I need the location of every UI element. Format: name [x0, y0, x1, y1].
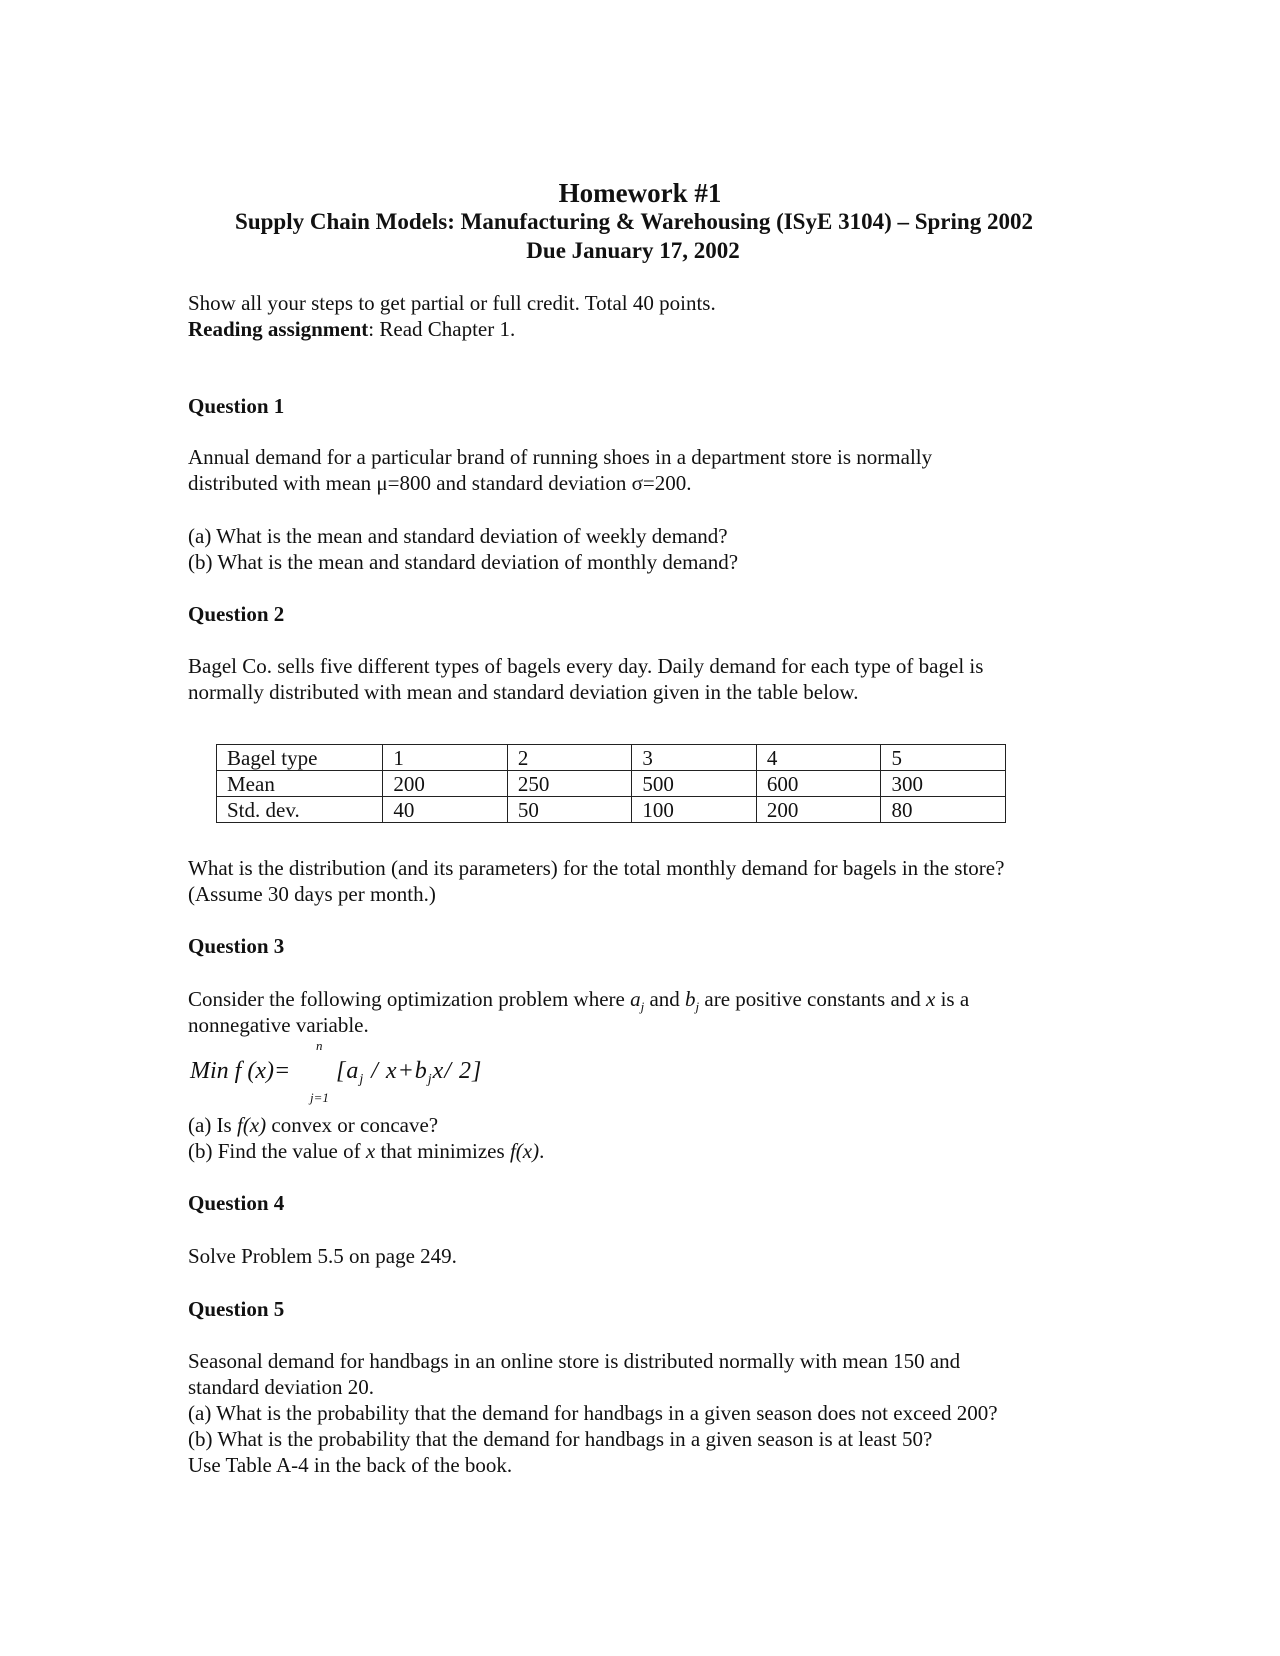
var-a: a: [630, 987, 641, 1011]
objective-formula: [188, 1038, 528, 1108]
page-title: Homework #1: [558, 178, 722, 208]
var-b: b: [685, 987, 696, 1011]
sum-lower-limit: j=1: [310, 1090, 329, 1105]
reading-assignment: [188, 316, 515, 342]
question-1-text-line-2: distributed with mean μ=800 and standard deviation σ=200.: [188, 471, 692, 495]
question-2-after-line-2: (Assume 30 days per month.): [188, 882, 436, 906]
question-4-text: Solve Problem 5.5 on page 249.: [188, 1244, 457, 1268]
sum-upper-limit: n: [316, 1038, 323, 1053]
table-cell: 50: [507, 797, 632, 823]
table-cell: 80: [881, 797, 1006, 823]
reading-label: Reading assignment: [188, 317, 369, 341]
bagel-demand-table: [216, 744, 1006, 823]
table-cell: 200: [756, 797, 881, 823]
table-row: [217, 745, 1006, 771]
table-cell: 600: [756, 771, 881, 797]
instructions-line: Show all your steps to get partial or full credit. Total 40 points.: [188, 291, 716, 315]
question-1-part-a: (a) What is the mean and standard deviation of weekly demand?: [188, 524, 728, 548]
table-cell: 200: [383, 771, 508, 797]
formula-rhs: [$a_j / x+b_jx/$ 2]: [336, 1058, 483, 1087]
question-1-text-line-1: Annual demand for a particular brand of running shoes in a department store is normally: [188, 445, 933, 469]
table-cell: 250: [507, 771, 632, 797]
question-3-part-b: (b) Find the value of x that minimizes f(x).: [188, 1139, 545, 1163]
question-2-after-line-1: What is the distribution (and its parameters) for the total monthly demand for bagels in the store?: [188, 856, 1005, 880]
question-1-heading: Question 1: [188, 394, 285, 418]
question-3-heading: Question 3: [188, 934, 285, 958]
question-2-heading: Question 2: [188, 602, 285, 626]
question-5-line-1: Seasonal demand for handbags in an online store is distributed normally with mean 150 and: [188, 1349, 961, 1373]
table-cell: 2: [507, 745, 632, 771]
question-2-text-line-1: Bagel Co. sells five different types of bagels every day. Daily demand for each type of bagel is: [188, 654, 984, 678]
due-date: Due January 17, 2002: [526, 238, 740, 263]
table-row: [217, 771, 1006, 797]
question-5-part-a: (a) What is the probability that the demand for handbags in a given season does not exceed 200?: [188, 1401, 998, 1425]
table-cell: 100: [632, 797, 757, 823]
question-2-text-line-2: normally distributed with mean and standard deviation given in the table below.: [188, 680, 859, 704]
question-5-line-2: standard deviation 20.: [188, 1375, 375, 1399]
table-cell: Bagel type: [217, 745, 383, 771]
question-5-heading: Question 5: [188, 1297, 285, 1321]
table-cell: Mean: [217, 771, 383, 797]
question-3-text-line-1: Consider the following optimization problem where $a_j$ and $b_j$ are positive constants and x is a: [188, 987, 970, 1015]
question-3-part-a: (a) Is f(x) convex or concave?: [188, 1113, 439, 1137]
course-title: Supply Chain Models: Manufacturing & Warehousing (ISyE 3104) – Spring 2002: [235, 209, 1033, 234]
table-cell: Std. dev.: [217, 797, 383, 823]
reading-text: : Read Chapter 1.: [368, 317, 516, 341]
question-4-heading: Question 4: [188, 1191, 285, 1215]
table-cell: 300: [881, 771, 1006, 797]
table-cell: 5: [881, 745, 1006, 771]
var-x: x: [926, 987, 936, 1011]
formula-lhs: Min f (x)=: [190, 1058, 291, 1084]
table-cell: 40: [383, 797, 508, 823]
table-row: [217, 797, 1006, 823]
table-cell: 4: [756, 745, 881, 771]
table-cell: 500: [632, 771, 757, 797]
table-cell: 1: [383, 745, 508, 771]
question-3-text-line-2: nonnegative variable.: [188, 1013, 369, 1037]
table-cell: 3: [632, 745, 757, 771]
question-5-part-b: (b) What is the probability that the demand for handbags in a given season is at least 50?: [188, 1427, 933, 1451]
question-1-part-b: (b) What is the mean and standard deviation of monthly demand?: [188, 550, 739, 574]
question-5-line-5: Use Table A-4 in the back of the book.: [188, 1453, 513, 1477]
